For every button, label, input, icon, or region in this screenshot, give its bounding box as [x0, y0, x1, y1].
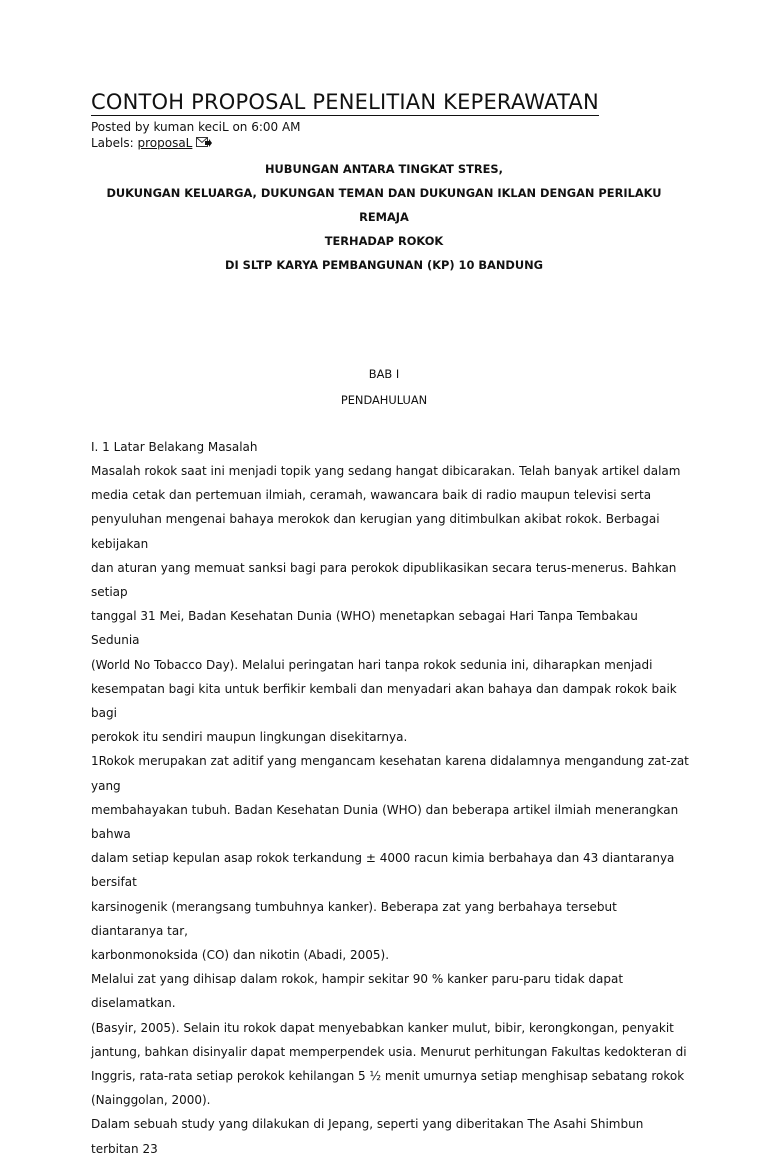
chapter-heading: [91, 361, 677, 413]
text-line: dalam setiap kepulan asap rokok terkandung ± 4000 racun kimia berbahaya dan 43 diantaranya bersifat: [91, 851, 675, 890]
labels-line: [91, 135, 681, 151]
text-line: Melalui zat yang dihisap dalam rokok, hampir sekitar 90 % kanker paru-paru tidak dapat diselamatkan.: [91, 972, 624, 1011]
email-post-icon[interactable]: [196, 137, 212, 148]
proposal-title-line: TERHADAP ROKOK: [324, 234, 444, 248]
proposal-title-line: DI SLTP KARYA PEMBANGUNAN (KP) 10 BANDUNG: [225, 258, 543, 272]
proposal-title-block: [91, 157, 677, 277]
body-text: [91, 459, 689, 1161]
proposal-title-line: DUKUNGAN KELUARGA, DUKUNGAN TEMAN DAN DUKUNGAN IKLAN DENGAN PERILAKU REMAJA: [106, 186, 662, 224]
text-line: penyuluhan mengenai bahaya merokok dan kerugian yang ditimbulkan akibat rokok. Berbagai kebijakan: [91, 512, 660, 551]
paragraph: [91, 459, 689, 749]
proposal-title-line: HUBUNGAN ANTARA TINGKAT STRES,: [265, 162, 503, 176]
text-line: kesempatan bagi kita untuk berfikir kembali dan menyadari akan bahaya dan dampak rokok baik bagi: [91, 681, 677, 721]
chapter-number: BAB I: [368, 367, 400, 381]
section-heading: I. 1 Latar Belakang Masalah: [91, 440, 258, 454]
text-line: (Nainggolan, 2000).: [91, 1093, 211, 1108]
label-link-proposal[interactable]: proposaL: [137, 136, 193, 150]
post-title-text[interactable]: CONTOH PROPOSAL PENELITIAN KEPERAWATAN: [91, 90, 599, 114]
text-line: Dalam sebuah study yang dilakukan di Jepang, seperti yang diberitakan The Asahi Shimbun terbitan 23: [91, 1117, 644, 1156]
paragraph: [91, 1112, 689, 1160]
text-line: (World No Tobacco Day). Melalui peringatan hari tanpa rokok sedunia ini, diharapkan menjadi: [91, 657, 653, 672]
paragraph: [91, 967, 689, 1112]
text-line: membahayakan tubuh. Badan Kesehatan Dunia (WHO) dan beberapa artikel ilmiah menerangkan bahwa: [91, 802, 679, 842]
post-meta: [91, 119, 681, 151]
text-line: dan aturan yang memuat sanksi bagi para perokok dipublikasikan secara terus-menerus. Bahkan setiap: [91, 560, 677, 600]
text-line: media cetak dan pertemuan ilmiah, ceramah, wawancara baik di radio maupun televisi serta: [91, 488, 652, 503]
text-line: Inggris, rata-rata setiap perokok kehilangan 5 ½ menit umurnya setiap menghisap sebatang rokok: [91, 1069, 685, 1084]
document-page: [91, 88, 689, 1161]
post-title[interactable]: [91, 88, 681, 116]
labels-prefix: Labels:: [91, 136, 138, 150]
text-line: karsinogenik (merangsang tumbuhnya kanker). Beberapa zat yang berbahaya tersebut diantaranya tar,: [91, 899, 617, 938]
text-line: (Basyir, 2005). Selain itu rokok dapat menyebabkan kanker mulut, bibir, kerongkongan, penyakit: [91, 1020, 674, 1035]
text-line: jantung, bahkan disinyalir dapat memperpendek usia. Menurut perhitungan Fakultas kedokteran di: [91, 1044, 687, 1059]
chapter-name: PENDAHULUAN: [340, 393, 428, 407]
text-line: perokok itu sendiri maupun lingkungan disekitarnya.: [91, 730, 408, 745]
posted-by-line: Posted by kuman keciL on 6:00 AM: [91, 120, 301, 134]
text-line: karbonmonoksida (CO) dan nikotin (Abadi, 2005).: [91, 948, 390, 963]
paragraph: [91, 749, 689, 967]
text-line: tanggal 31 Mei, Badan Kesehatan Dunia (WHO) menetapkan sebagai Hari Tanpa Tembakau Sedunia: [91, 609, 638, 648]
text-line: 1Rokok merupakan zat aditif yang mengancam kesehatan karena didalamnya mengandung zat-zat yang: [91, 754, 689, 793]
text-line: Masalah rokok saat ini menjadi topik yang sedang hangat dibicarakan. Telah banyak artikel dalam: [91, 464, 681, 478]
